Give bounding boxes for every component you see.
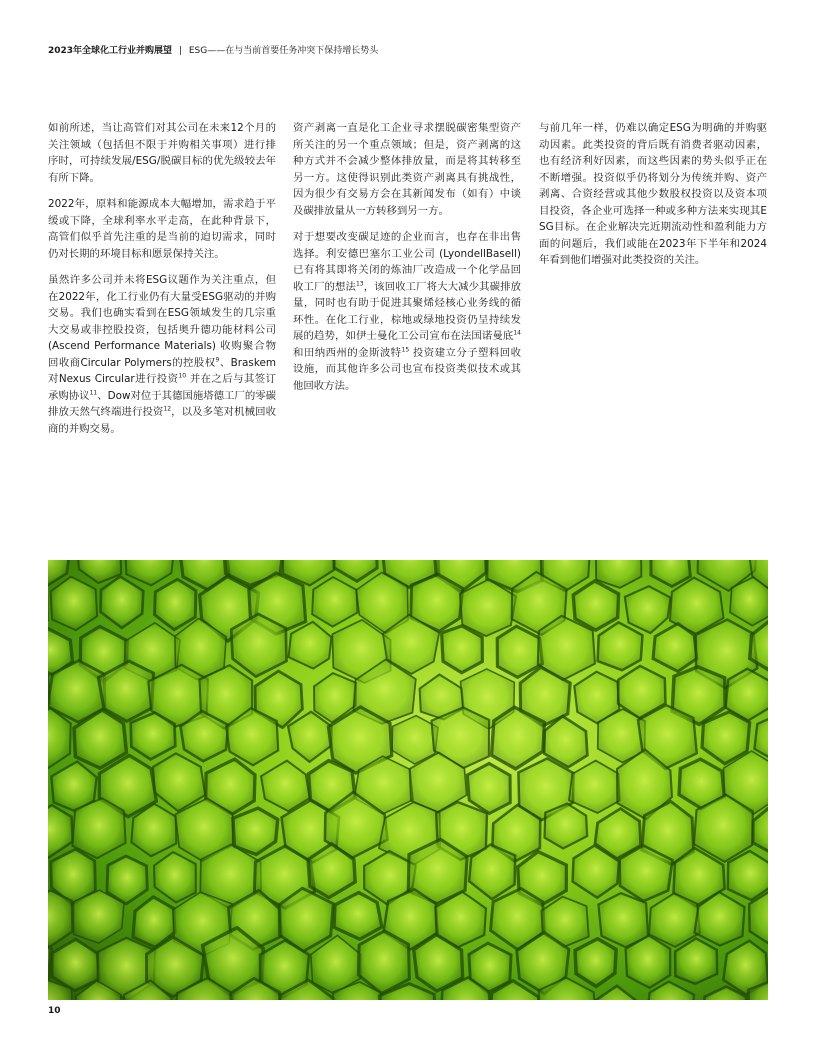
cell-shape	[653, 624, 697, 672]
cell-shape	[625, 586, 671, 633]
cell-shape	[72, 798, 125, 858]
text-run: 对于想要改变碳足迹的企业而言，也存在非出售选择。利安德巴塞尔工业公司 (LyondellBasell) 已有将其即将关闭的炼油厂改造成一个化学品回收工厂的想法	[293, 231, 521, 293]
cell-pattern	[48, 560, 768, 1000]
cell-shape	[154, 852, 196, 903]
paragraph: 如前所述，当让高管们对其公司在未来12个月的关注领域（包括但不限于并购相关事项）进行排序时，可持续发展/ESG/脱碳目标的优先级较去年有所下降。	[48, 122, 276, 184]
footnote-ref-14: 14	[513, 329, 521, 337]
text-run: 和田纳西州的金斯波特	[293, 346, 402, 359]
cell-shape	[469, 845, 515, 900]
green-cell-structure-photo	[48, 560, 768, 1000]
cell-shape	[573, 581, 618, 630]
footnote-ref-9: 9	[215, 356, 220, 364]
section-subtitle: ESG——在与当前首要任务冲突下保持增长势头	[188, 46, 379, 56]
paragraph: 资产剥离一直是化工企业寻求摆脱碳密集型资产所关注的另一个重点领域；但是，资产剥离的这种方式并不会减少整体排放量，而是将其转移至另一方。这使得识别此类资产剥离具有挑战性，因为很少有交易方会在其新闻发布（如有）中谈及碳排放量从一方转移到另一方。	[293, 122, 521, 217]
header-separator: |	[178, 46, 182, 56]
text-column-2	[293, 120, 521, 404]
cell-shape	[233, 808, 278, 854]
cell-shape	[155, 579, 196, 629]
cell-shape	[288, 712, 332, 762]
cell-shape	[334, 560, 378, 581]
page-number: 10	[48, 1006, 61, 1016]
cell-shape	[48, 805, 73, 858]
text-run: ，以及多笔对机械回收商的并购交易。	[48, 406, 277, 435]
text-column-3	[539, 120, 767, 279]
cell-shape	[312, 577, 357, 627]
text-run: 虽然许多公司并未将ESG议题作为关注重点，但在2022年，化工行业仍有大量受ESG驱动的并购交易。我们也确实看到在ESG领域发生的几宗重大交易或非控股投资，包括奥升德功能材料公司 (Ascend Performance Materials) 收购聚合物回收商Circular Polymers的控股权	[48, 274, 276, 369]
cell-shape	[261, 761, 310, 812]
footnote-ref-13: 13	[355, 280, 364, 288]
cell-shape	[334, 893, 382, 940]
cell-shape	[649, 893, 700, 947]
footnote-ref-11: 11	[89, 389, 98, 397]
paragraph	[48, 272, 276, 437]
paragraph	[293, 229, 521, 394]
cell-shape	[52, 939, 99, 990]
text-run: 、Braskem对Nexus Circular进行投资	[48, 356, 276, 385]
page-header	[48, 44, 768, 58]
cell-shape	[131, 713, 176, 760]
cell-shape	[101, 577, 144, 628]
footnote-ref-12: 12	[163, 405, 172, 413]
cell-shape	[467, 763, 510, 813]
cell-shape	[675, 938, 717, 983]
text-column-1	[48, 120, 276, 447]
text-run: 并在之后与其签订承购协议	[48, 373, 276, 402]
cell-shape	[51, 577, 97, 631]
cell-shape	[575, 939, 616, 987]
cell-shape	[569, 761, 620, 814]
cell-shape	[594, 986, 641, 1000]
paragraph: 与前几年一样，仍难以确定ESG为明确的并购驱动因素。此类投资的背后既有消费者驱动因素，也有经济利好因素，而这些因素的势头似乎正在不断增强。投资似乎仍将划分为传统并购、资产剥离、合资经营或其他少数股权投资以及资本项目投资，各企业可选择一种或多种方法来实现其ESG目标。在企业解决完近期流动性和盈利能力方面的问题后，我们或能在2023年下半年和2024年看到他们增强对此类投资的关注。	[539, 122, 767, 266]
cell-shape	[125, 560, 174, 585]
text-run: ，该回收工厂将大大减少其碳排放量，同时也有助于促进其聚烯烃核心业务线的循环性。在化工行业，棕地或绿地投资仍呈持续发展的趋势，如伊士曼化工公司宣布在法国诺曼底	[293, 280, 522, 342]
cell-shape	[651, 560, 691, 587]
cell-shape	[48, 890, 72, 947]
footnote-ref-15: 15	[401, 346, 410, 354]
paragraph: 2022年，原料和能源成本大幅增加，需求趋于平缓或下降，全球利率水平走高，在此种背景下，高管们似乎首先注重的是当前的迫切需求，同时仍对长期的环境目标和愿景保持关注。	[48, 198, 276, 260]
footnote-ref-10: 10	[178, 372, 187, 380]
cell-shape	[728, 851, 768, 900]
cell-shape	[231, 614, 286, 677]
cell-shape	[358, 931, 409, 994]
cell-shape	[289, 622, 332, 669]
text-run: 、Dow对位于其德国施塔德工厂的零碳排放天然气终端进行投资	[48, 389, 276, 418]
cell-shape	[442, 626, 483, 673]
text-run: 投资建立分子塑料回收设施，而其他许多公司也宣布投资类似技术或其他回收方法。	[293, 346, 521, 392]
cell-shape	[545, 804, 588, 849]
cell-shape	[598, 622, 643, 670]
report-title: 2023年全球化工行业并购展望	[48, 46, 173, 56]
